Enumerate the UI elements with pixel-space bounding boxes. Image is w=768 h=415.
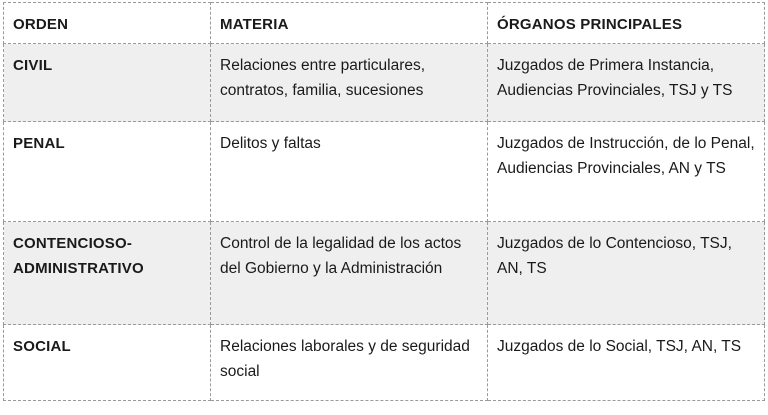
cell-orden: CIVIL [4,44,211,122]
cell-materia: Control de la legalidad de los actos del Gobierno y la Administración [211,222,488,325]
header-organos: ÓRGANOS PRINCIPALES [488,3,765,44]
cell-materia: Relaciones entre particulares, contratos, familia, sucesiones [211,44,488,122]
table-row-social [4,325,765,401]
orden-line-1: CONTENCIOSO- [13,235,133,252]
cell-orden: PENAL [4,122,211,222]
cell-organos: Juzgados de lo Social, TSJ, AN, TS [488,325,765,401]
cell-orden: SOCIAL [4,325,211,401]
header-materia: MATERIA [211,3,488,44]
jurisdiction-table [3,2,765,401]
cell-organos: Juzgados de lo Contencioso, TSJ, AN, TS [488,222,765,325]
table-row-penal [4,122,765,222]
cell-organos: Juzgados de Primera Instancia, Audiencias Provinciales, TSJ y TS [488,44,765,122]
cell-materia: Delitos y faltas [211,122,488,222]
jurisdiction-table-container [3,2,764,401]
cell-organos: Juzgados de Instrucción, de lo Penal, Audiencias Provinciales, AN y TS [488,122,765,222]
cell-materia: Relaciones laborales y de seguridad social [211,325,488,401]
table-row-contencioso [4,222,765,325]
orden-line-2: ADMINISTRATIVO [13,260,144,277]
cell-orden [4,222,211,325]
header-orden: ORDEN [4,3,211,44]
table-row-civil [4,44,765,122]
table-header-row [4,3,765,44]
